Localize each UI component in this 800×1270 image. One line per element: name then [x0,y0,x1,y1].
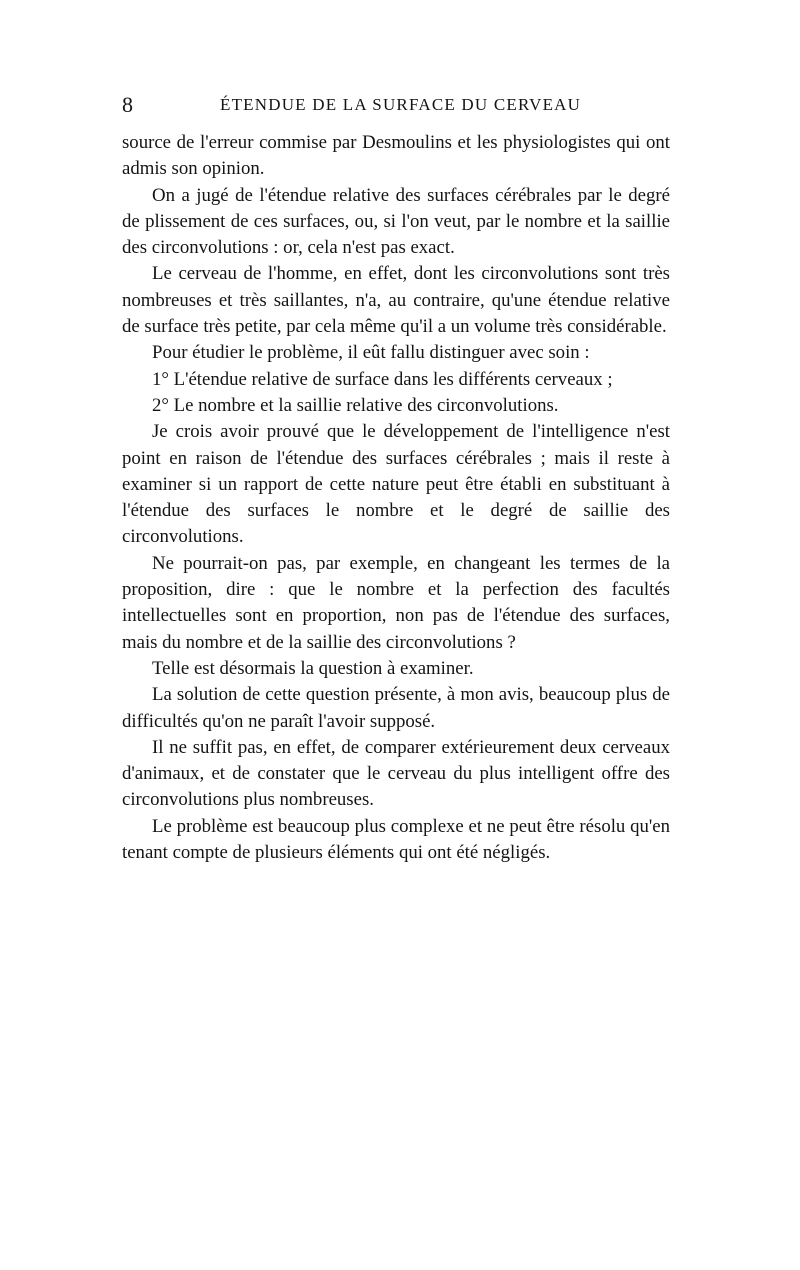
paragraph: Le cerveau de l'homme, en effet, dont les circonvolutions sont très nombreuses et très saillantes, n'a, au contraire, qu'une étendue relative de surface très petite, par cela même qu'il a un volume très considérable. [122,263,670,338]
running-head [122,90,670,120]
paragraph: Ne pourrait-on pas, par exemple, en changeant les termes de la proposition, dire : que le nombre et la perfection des facultés intellectuelles sont en proportion, non pas de l'étendue des surfaces, mais du nombre et de la saillie des circonvolutions ? [122,552,670,653]
body-text [122,130,670,866]
paragraph: Il ne suffit pas, en effet, de comparer extérieurement deux cerveaux d'animaux, et de constater que le cerveau du plus intelligent offre des circonvolutions plus nombreuses. [122,736,670,811]
paragraph: On a jugé de l'étendue relative des surfaces cérébrales par le degré de plissement de ces surfaces, ou, si l'on veut, par le nombre et la saillie des circonvolutions : or, cela n'est pas exact. [122,184,670,259]
paragraph: Je crois avoir prouvé que le développement de l'intelligence n'est point en raison de l'étendue des surfaces cérébrales ; mais il reste à examiner si un rapport de cette nature peut être établi en substituant à l'étendue des surfaces le nombre et le degré de saillie des circonvolutions. [122,421,670,548]
paragraph: Pour étudier le problème, il eût fallu distinguer avec soin : [152,342,590,364]
paragraph-continuation: source de l'erreur commise par Desmoulins et les physiologistes qui ont admis son opinion. [122,132,670,180]
paragraph: La solution de cette question présente, à mon avis, beaucoup plus de difficultés qu'on ne paraît l'avoir supposé. [122,684,670,732]
paragraph: Le problème est beaucoup plus complexe et ne peut être résolu qu'en tenant compte de plusieurs éléments qui ont été négligés. [122,815,670,864]
page-number: 8 [122,92,133,117]
list-item: 2° Le nombre et la saillie relative des circonvolutions. [152,394,559,416]
paragraph: Telle est désormais la question à examiner. [152,657,474,679]
list-item: 1° L'étendue relative de surface dans les différents cerveaux ; [152,368,613,390]
running-title: ÉTENDUE DE LA SURFACE DU CERVEAU [220,95,582,114]
